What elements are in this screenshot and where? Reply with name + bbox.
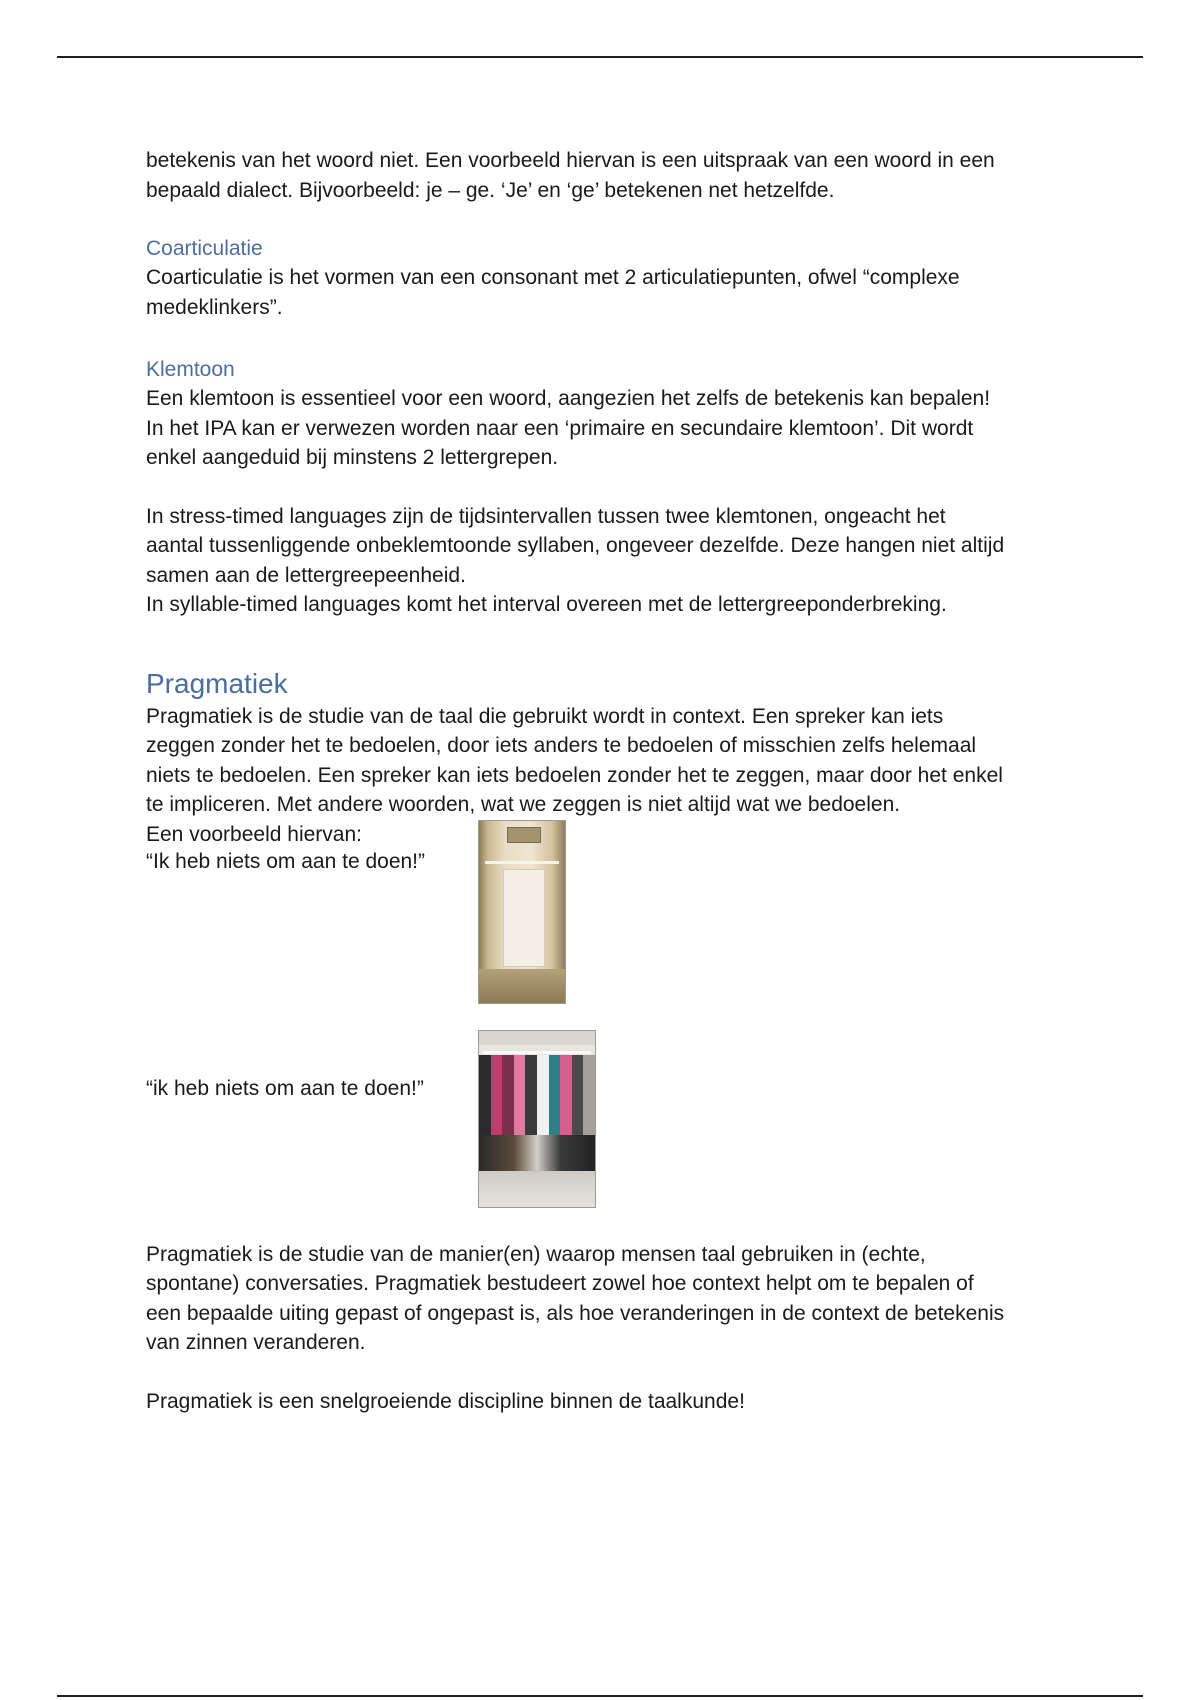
footer-rule [57,1695,1143,1697]
klemtoon-line-3: enkel aangeduid bij minstens 2 lettergrepen. [146,446,559,469]
studie-line-1: Pragmatiek is de studie van de manier(en) waarop mensen taal gebruiken in (echte, [146,1242,926,1266]
full-closet-image [478,1030,596,1208]
studie-line-4: van zinnen veranderen. [146,1331,366,1354]
klemtoon-heading: Klemtoon [146,358,235,381]
pragmatiek-paragraph [146,702,1066,820]
klemtoon-line-1: Een klemtoon is essentieel voor een woord, aangezien het zelfs de betekenis kan bepalen! [146,387,991,410]
coarticulatie-line-1: Coarticulatie is het vormen van een consonant met 2 articulatiepunten, ofwel “complexe [146,266,960,289]
intro-paragraph [146,146,1066,205]
intro-line-1: betekenis van het woord niet. Een voorbeeld hiervan is een uitspraak van een woord in een [146,149,995,172]
stress-line-1: In stress-timed languages zijn de tijdsintervallen tussen twee klemtonen, ongeacht het [146,504,946,528]
coarticulatie-paragraph [146,263,1066,322]
example-block [146,820,1066,1240]
pragmatiek-line-1: Pragmatiek is de studie van de taal die gebruikt wordt in context. Een spreker kan iets [146,704,944,728]
klemtoon-paragraph [146,384,1066,473]
studie-paragraph [146,1240,1066,1358]
pragmatiek-line-4: te impliceren. Met andere woorden, wat we zeggen is niet altijd wat we bedoelen. [146,793,901,816]
quote-empty-closet: “Ik heb niets om aan te doen!” [146,849,425,873]
voorbeeld-line: Een voorbeeld hiervan: [146,822,362,846]
studie-line-2: spontane) conversaties. Pragmatiek bestudeert zowel hoe context helpt om te bepalen of [146,1272,974,1295]
studie-line-3: een bepaalde uiting gepast of ongepast is, als hoe veranderingen in de context de betekenis [146,1301,1005,1325]
pragmatiek-line-3: niets te bedoelen. Een spreker kan iets bedoelen zonder het te zeggen, maar door het enkel [146,763,1003,787]
coarticulatie-line-2: medeklinkers”. [146,295,283,319]
intro-line-2: bepaald dialect. Bijvoorbeeld: je – ge. ‘Je’ en ‘ge’ betekenen net hetzelfde. [146,178,835,202]
document-body [146,146,1066,1416]
klemtoon-line-2: In het IPA kan er verwezen worden naar een ‘primaire en secundaire klemtoon’. Dit wordt [146,416,974,440]
closing-paragraph: Pragmatiek is een snelgroeiende discipline binnen de taalkunde! [146,1389,745,1413]
empty-closet-image [478,820,566,1004]
pragmatiek-line-2: zeggen zonder het te bedoelen, door iets anders te bedoelen of misschien zelfs helemaal [146,734,977,757]
stress-line-2: aantal tussenliggende onbeklemtoonde syllaben, ongeveer dezelfde. Deze hangen niet altijd [146,534,1005,557]
stress-line-3: samen aan de lettergreepeenheid. [146,563,466,587]
stress-timed-paragraph [146,502,1066,620]
quote-full-closet: “ik heb niets om aan te doen!” [146,1076,424,1100]
header-rule [57,56,1143,58]
coarticulatie-heading: Coarticulatie [146,237,263,260]
syllable-line-1: In syllable-timed languages komt het interval overeen met de lettergreeponderbreking. [146,593,947,616]
pragmatiek-heading: Pragmatiek [146,667,288,699]
